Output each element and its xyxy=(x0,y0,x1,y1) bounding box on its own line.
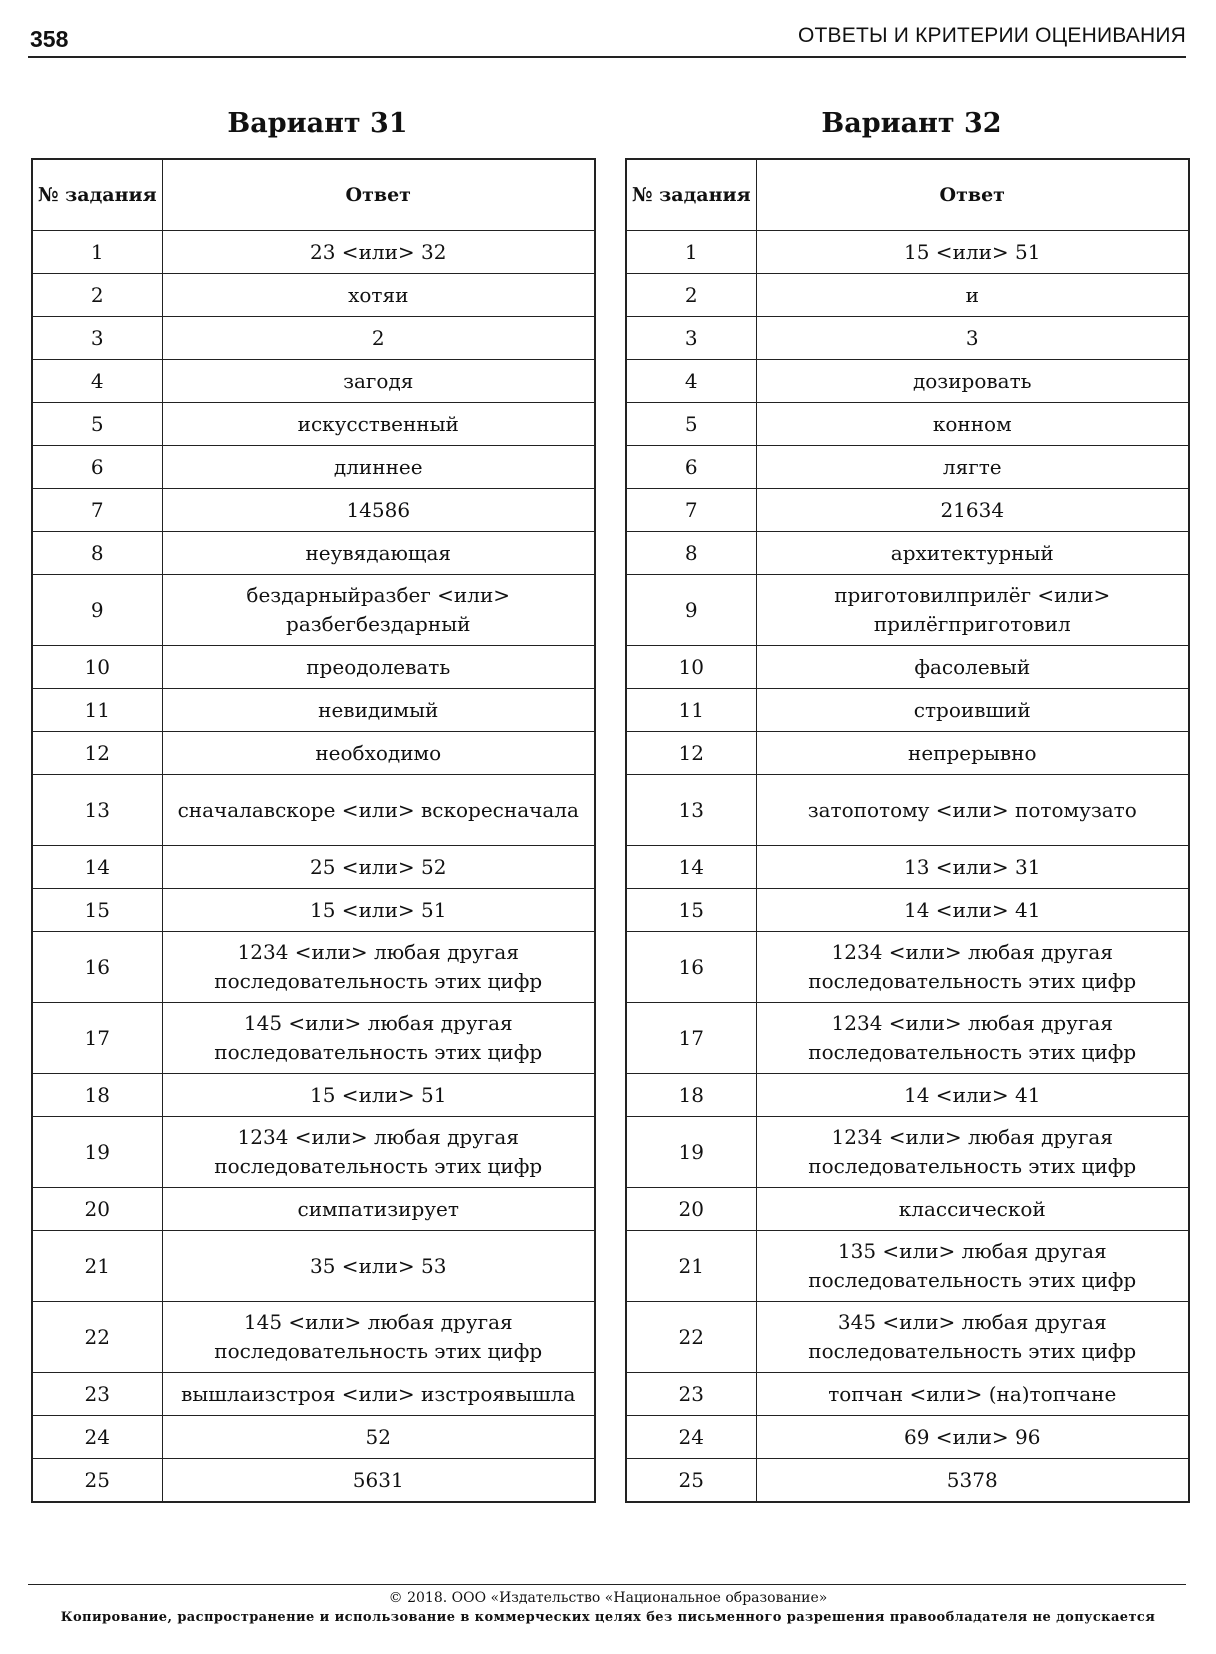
task-number-cell: 7 xyxy=(32,489,162,532)
answer-cell: 145 <или> любая другая последовательность этих цифр xyxy=(162,1003,595,1074)
table-row xyxy=(32,231,595,274)
table-row xyxy=(32,775,595,846)
answers-table xyxy=(625,158,1190,1503)
task-number-cell: 12 xyxy=(32,732,162,775)
answer-cell: 13 <или> 31 xyxy=(756,846,1189,889)
answer-cell: вышлаизстроя <или> изстроявышла xyxy=(162,1373,595,1416)
task-number-cell: 23 xyxy=(32,1373,162,1416)
answer-cell: 2 xyxy=(162,317,595,360)
task-number-cell: 9 xyxy=(626,575,756,646)
task-number-cell: 8 xyxy=(32,532,162,575)
table-row xyxy=(626,1074,1189,1117)
answer-cell: 3 xyxy=(756,317,1189,360)
task-number-cell: 3 xyxy=(626,317,756,360)
answer-cell: строивший xyxy=(756,689,1189,732)
task-number-cell: 17 xyxy=(32,1003,162,1074)
task-number-cell: 25 xyxy=(32,1459,162,1503)
task-number-cell: 5 xyxy=(32,403,162,446)
task-number-cell: 2 xyxy=(626,274,756,317)
table-row xyxy=(626,646,1189,689)
answer-cell: 14586 xyxy=(162,489,595,532)
answer-cell: 5631 xyxy=(162,1459,595,1503)
answer-cell: конном xyxy=(756,403,1189,446)
table-row xyxy=(626,932,1189,1003)
answer-cell: дозировать xyxy=(756,360,1189,403)
task-number-cell: 12 xyxy=(626,732,756,775)
answer-cell: топчан <или> (на)топчане xyxy=(756,1373,1189,1416)
table-row xyxy=(626,1416,1189,1459)
task-number-cell: 21 xyxy=(32,1231,162,1302)
table-row xyxy=(32,446,595,489)
table-header-row xyxy=(32,159,595,231)
answer-cell: и xyxy=(756,274,1189,317)
table-row xyxy=(32,932,595,1003)
task-number-cell: 14 xyxy=(626,846,756,889)
table-row xyxy=(626,1373,1189,1416)
task-number-cell: 21 xyxy=(626,1231,756,1302)
task-number-cell: 18 xyxy=(626,1074,756,1117)
table-row xyxy=(32,1459,595,1503)
task-number-cell: 19 xyxy=(626,1117,756,1188)
task-number-cell: 2 xyxy=(32,274,162,317)
answer-cell: затопотому <или> потомузато xyxy=(756,775,1189,846)
answer-cell: хотяи xyxy=(162,274,595,317)
task-number-cell: 1 xyxy=(32,231,162,274)
table-row xyxy=(626,360,1189,403)
table-row xyxy=(32,646,595,689)
task-number-cell: 4 xyxy=(626,360,756,403)
answers-body xyxy=(626,231,1189,1503)
task-number-cell: 6 xyxy=(32,446,162,489)
table-row xyxy=(32,1117,595,1188)
task-number-cell: 4 xyxy=(32,360,162,403)
task-number-cell: 13 xyxy=(626,775,756,846)
answer-cell: архитектурный xyxy=(756,532,1189,575)
answer-cell: классической xyxy=(756,1188,1189,1231)
task-number-cell: 11 xyxy=(32,689,162,732)
answer-cell: 135 <или> любая другая последовательность этих цифр xyxy=(756,1231,1189,1302)
task-number-cell: 1 xyxy=(626,231,756,274)
answer-cell: 1234 <или> любая другая последовательность этих цифр xyxy=(162,932,595,1003)
answer-cell: сначалавскоре <или> вскоресначала xyxy=(162,775,595,846)
task-number-cell: 13 xyxy=(32,775,162,846)
copyright-notice: Копирование, распространение и использование в коммерческих целях без письменного разрешения правообладателя не допускается xyxy=(60,1610,1156,1625)
table-row xyxy=(626,317,1189,360)
table-row xyxy=(626,403,1189,446)
table-row xyxy=(32,1416,595,1459)
task-number-cell: 8 xyxy=(626,532,756,575)
answer-cell: 14 <или> 41 xyxy=(756,889,1189,932)
answer-cell: невидимый xyxy=(162,689,595,732)
task-number-cell: 6 xyxy=(626,446,756,489)
answer-cell: 23 <или> 32 xyxy=(162,231,595,274)
task-number-cell: 9 xyxy=(32,575,162,646)
table-row xyxy=(626,532,1189,575)
answer-cell: преодолевать xyxy=(162,646,595,689)
table-row xyxy=(32,403,595,446)
answers-table xyxy=(31,158,596,1503)
column-header-answer: Ответ xyxy=(756,159,1189,231)
task-number-cell: 15 xyxy=(32,889,162,932)
table-row xyxy=(626,1231,1189,1302)
table-row xyxy=(32,1074,595,1117)
answer-cell: приготовилприлёг <или> прилёгприготовил xyxy=(756,575,1189,646)
task-number-cell: 23 xyxy=(626,1373,756,1416)
table-row xyxy=(32,1003,595,1074)
task-number-cell: 16 xyxy=(626,932,756,1003)
answer-cell: непрерывно xyxy=(756,732,1189,775)
table-row xyxy=(626,1302,1189,1373)
answer-cell: необходимо xyxy=(162,732,595,775)
table-header-row xyxy=(626,159,1189,231)
task-number-cell: 20 xyxy=(626,1188,756,1231)
answer-cell: 69 <или> 96 xyxy=(756,1416,1189,1459)
column-header-number: № задания xyxy=(32,159,162,231)
table-row xyxy=(32,1302,595,1373)
answer-cell: искусственный xyxy=(162,403,595,446)
answer-cell: бездарныйразбег <или> разбегбездарный xyxy=(162,575,595,646)
copyright-line: © 2018. ООО «Издательство «Национальное образование» xyxy=(388,1590,828,1606)
answer-cell: неувядающая xyxy=(162,532,595,575)
header-divider xyxy=(28,56,1186,58)
table-row xyxy=(32,689,595,732)
answer-cell: 1234 <или> любая другая последовательность этих цифр xyxy=(162,1117,595,1188)
answer-cell: лягте xyxy=(756,446,1189,489)
table-row xyxy=(626,775,1189,846)
table-row xyxy=(32,489,595,532)
table-row xyxy=(32,732,595,775)
task-number-cell: 10 xyxy=(626,646,756,689)
table-row xyxy=(32,1231,595,1302)
table-row xyxy=(32,360,595,403)
answer-cell: симпатизирует xyxy=(162,1188,595,1231)
answer-cell: 345 <или> любая другая последовательность этих цифр xyxy=(756,1302,1189,1373)
table-row xyxy=(626,231,1189,274)
table-row xyxy=(626,575,1189,646)
answer-cell: загодя xyxy=(162,360,595,403)
answer-cell: 15 <или> 51 xyxy=(162,1074,595,1117)
variant-title: Вариант 32 xyxy=(821,108,1002,139)
task-number-cell: 22 xyxy=(626,1302,756,1373)
task-number-cell: 15 xyxy=(626,889,756,932)
table-row xyxy=(32,575,595,646)
task-number-cell: 10 xyxy=(32,646,162,689)
answer-cell: 1234 <или> любая другая последовательность этих цифр xyxy=(756,1003,1189,1074)
answer-cell: 14 <или> 41 xyxy=(756,1074,1189,1117)
table-row xyxy=(32,317,595,360)
task-number-cell: 18 xyxy=(32,1074,162,1117)
table-row xyxy=(32,274,595,317)
variant-31-section xyxy=(31,100,596,1503)
table-row xyxy=(626,446,1189,489)
running-title: ОТВЕТЫ И КРИТЕРИИ ОЦЕНИВАНИЯ xyxy=(797,24,1186,47)
column-header-answer: Ответ xyxy=(162,159,595,231)
task-number-cell: 11 xyxy=(626,689,756,732)
answer-cell: 35 <или> 53 xyxy=(162,1231,595,1302)
answer-cell: фасолевый xyxy=(756,646,1189,689)
answer-cell: 15 <или> 51 xyxy=(756,231,1189,274)
answer-cell: 1234 <или> любая другая последовательность этих цифр xyxy=(756,932,1189,1003)
task-number-cell: 3 xyxy=(32,317,162,360)
task-number-cell: 25 xyxy=(626,1459,756,1503)
answer-cell: 21634 xyxy=(756,489,1189,532)
task-number-cell: 5 xyxy=(626,403,756,446)
task-number-cell: 22 xyxy=(32,1302,162,1373)
answer-cell: 25 <или> 52 xyxy=(162,846,595,889)
task-number-cell: 17 xyxy=(626,1003,756,1074)
task-number-cell: 19 xyxy=(32,1117,162,1188)
answer-cell: длиннее xyxy=(162,446,595,489)
answer-cell: 15 <или> 51 xyxy=(162,889,595,932)
table-row xyxy=(626,274,1189,317)
table-row xyxy=(32,532,595,575)
table-row xyxy=(626,889,1189,932)
variant-32-section xyxy=(625,100,1190,1503)
table-row xyxy=(32,846,595,889)
table-row xyxy=(626,732,1189,775)
table-row xyxy=(32,1188,595,1231)
task-number-cell: 14 xyxy=(32,846,162,889)
task-number-cell: 24 xyxy=(626,1416,756,1459)
table-row xyxy=(626,1188,1189,1231)
table-row xyxy=(626,689,1189,732)
answer-cell: 145 <или> любая другая последовательность этих цифр xyxy=(162,1302,595,1373)
table-row xyxy=(626,846,1189,889)
table-row xyxy=(626,1459,1189,1503)
task-number-cell: 20 xyxy=(32,1188,162,1231)
table-row xyxy=(626,1003,1189,1074)
answers-body xyxy=(32,231,595,1503)
task-number-cell: 24 xyxy=(32,1416,162,1459)
table-row xyxy=(32,889,595,932)
task-number-cell: 7 xyxy=(626,489,756,532)
answer-cell: 52 xyxy=(162,1416,595,1459)
answer-cell: 5378 xyxy=(756,1459,1189,1503)
task-number-cell: 16 xyxy=(32,932,162,1003)
table-row xyxy=(32,1373,595,1416)
table-row xyxy=(626,1117,1189,1188)
table-row xyxy=(626,489,1189,532)
footer-divider xyxy=(28,1584,1186,1585)
variant-title: Вариант 31 xyxy=(227,108,408,139)
column-header-number: № задания xyxy=(626,159,756,231)
answer-cell: 1234 <или> любая другая последовательность этих цифр xyxy=(756,1117,1189,1188)
page-number: 358 xyxy=(30,26,69,52)
